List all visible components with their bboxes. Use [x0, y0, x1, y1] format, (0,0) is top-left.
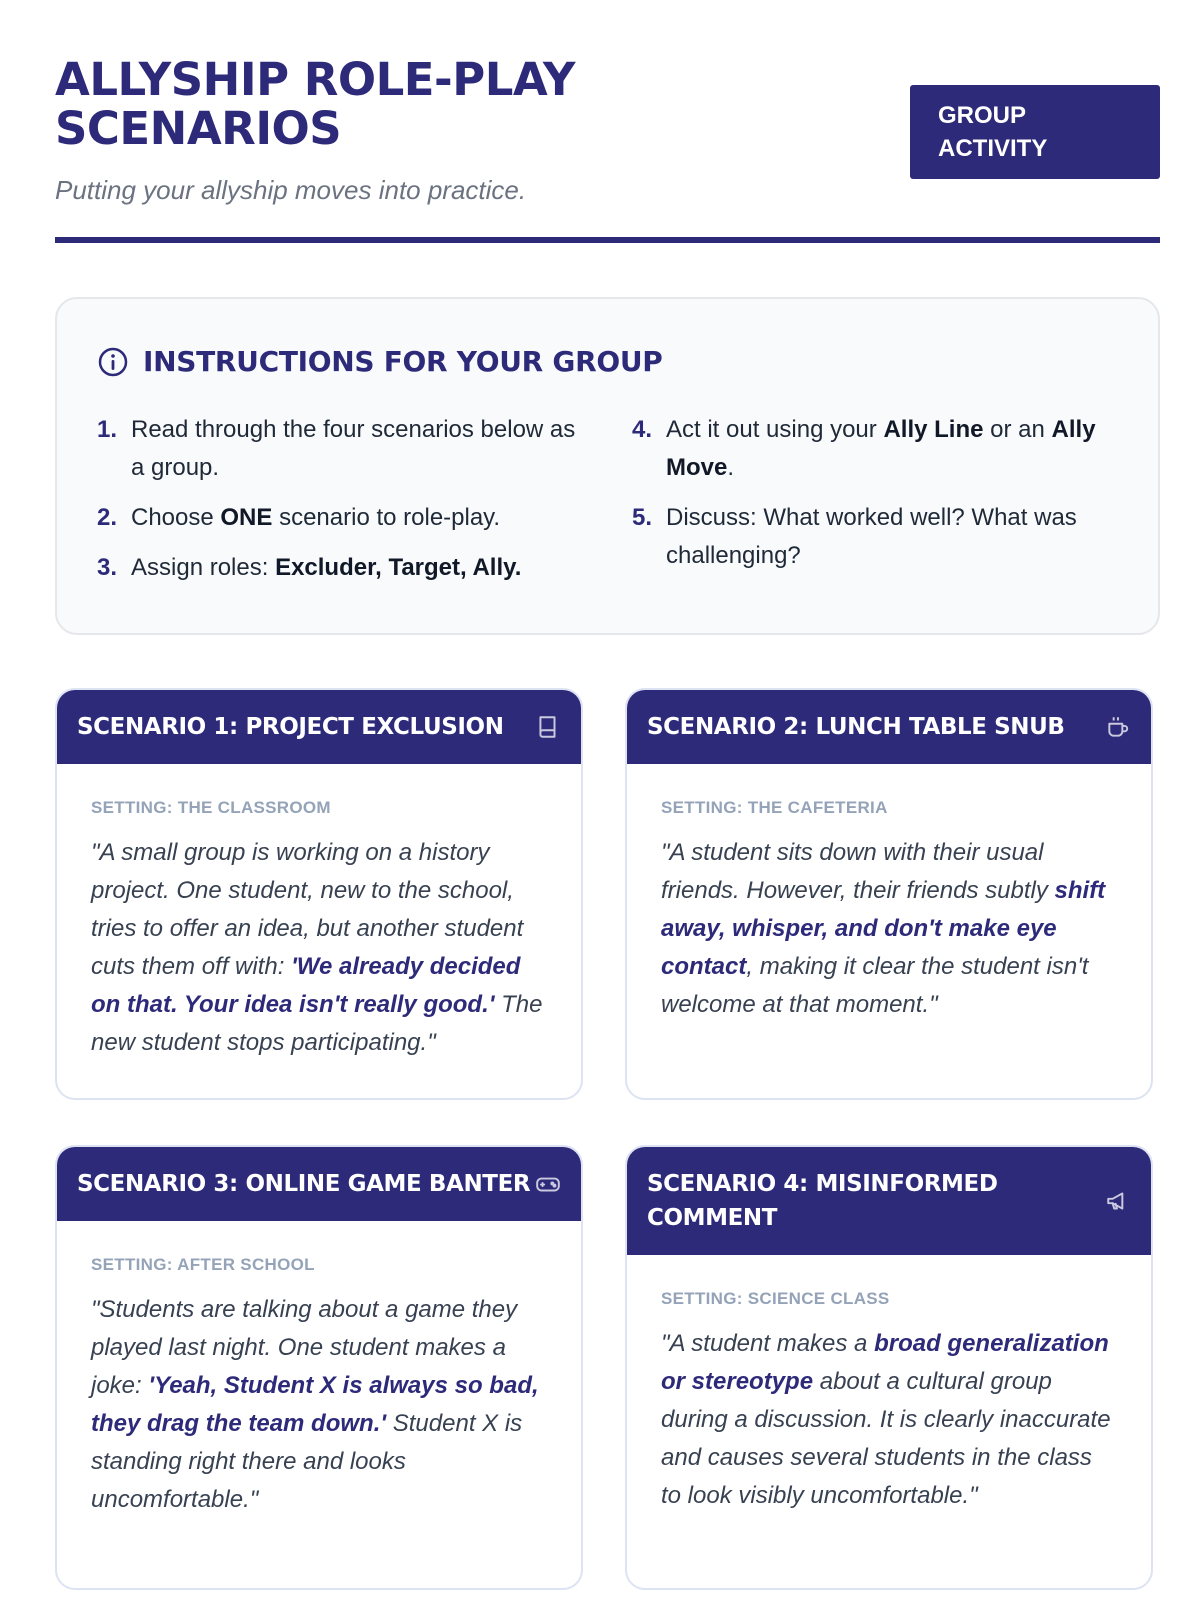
scenario-title: SCENARIO 4: MISINFORMED COMMENT [647, 1171, 998, 1231]
instructions-list-left [97, 411, 577, 599]
scenario-setting: SETTING: SCIENCE CLASS [661, 1289, 890, 1308]
instructions-title: INSTRUCTIONS FOR YOUR GROUP [143, 345, 663, 378]
book-icon [535, 714, 561, 740]
page-title: ALLYSHIP ROLE-PLAY SCENARIOS [55, 53, 575, 155]
gamepad-icon [535, 1171, 561, 1197]
scenario-title: SCENARIO 3: ONLINE GAME BANTER [77, 1171, 531, 1197]
scenario-card-3 [55, 1145, 583, 1590]
scenario-text: "A small group is working on a history project. One student, new to the school, tries to offer an idea, but another student cuts them off with: 'We already decided on that. Your idea isn't really good.' The new student stops participating." [91, 839, 543, 1056]
instruction-step-3: 3. Assign roles: Excluder, Target, Ally. [97, 554, 522, 581]
instruction-step-1: 1. Read through the four scenarios below as a group. [97, 416, 576, 481]
scenario-setting: SETTING: THE CLASSROOM [91, 798, 331, 817]
instruction-step-5: 5. Discuss: What worked well? What was challenging? [632, 504, 1077, 569]
instructions-panel [55, 297, 1160, 635]
scenario-title: SCENARIO 1: PROJECT EXCLUSION [77, 714, 504, 740]
scenario-card-header [627, 1147, 1151, 1255]
scenario-text: "A student makes a broad generalization or stereotype about a cultural group during a discussion. It is clearly inaccurate and causes several students in the class to look visibly uncomfortable." [661, 1330, 1111, 1509]
scenario-title: SCENARIO 2: LUNCH TABLE SNUB [647, 714, 1065, 740]
page-header [55, 55, 1160, 243]
info-icon [97, 346, 129, 378]
scenario-setting: SETTING: THE CAFETERIA [661, 798, 888, 817]
scenario-text: "A student sits down with their usual friends. However, their friends subtly shift away, whisper, and don't make eye contact, making it clear the student isn't welcome at that moment." [661, 839, 1106, 1018]
scenario-card-header [627, 690, 1151, 764]
instructions-list-right [632, 411, 1112, 587]
instruction-step-2: 2. Choose ONE scenario to role-play. [97, 504, 501, 531]
scenario-card-4 [625, 1145, 1153, 1590]
scenario-text: "Students are talking about a game they played last night. One student makes a joke: 'Yeah, Student X is always so bad, they drag the team down.' Student X is standing right there and looks uncomfortable." [91, 1296, 539, 1513]
instructions-header [97, 345, 663, 378]
instruction-step-4: 4. Act it out using your Ally Line or an Ally Move. [632, 416, 1096, 481]
scenario-card-2 [625, 688, 1153, 1100]
megaphone-icon [1105, 1188, 1131, 1214]
scenario-card-1 [55, 688, 583, 1100]
page-subtitle: Putting your allyship moves into practice. [55, 175, 527, 205]
coffee-cup-icon [1105, 714, 1131, 740]
scenario-card-header [57, 690, 581, 764]
group-activity-badge: GROUP ACTIVITY [910, 85, 1160, 179]
scenario-setting: SETTING: AFTER SCHOOL [91, 1255, 315, 1274]
scenario-card-header [57, 1147, 581, 1221]
